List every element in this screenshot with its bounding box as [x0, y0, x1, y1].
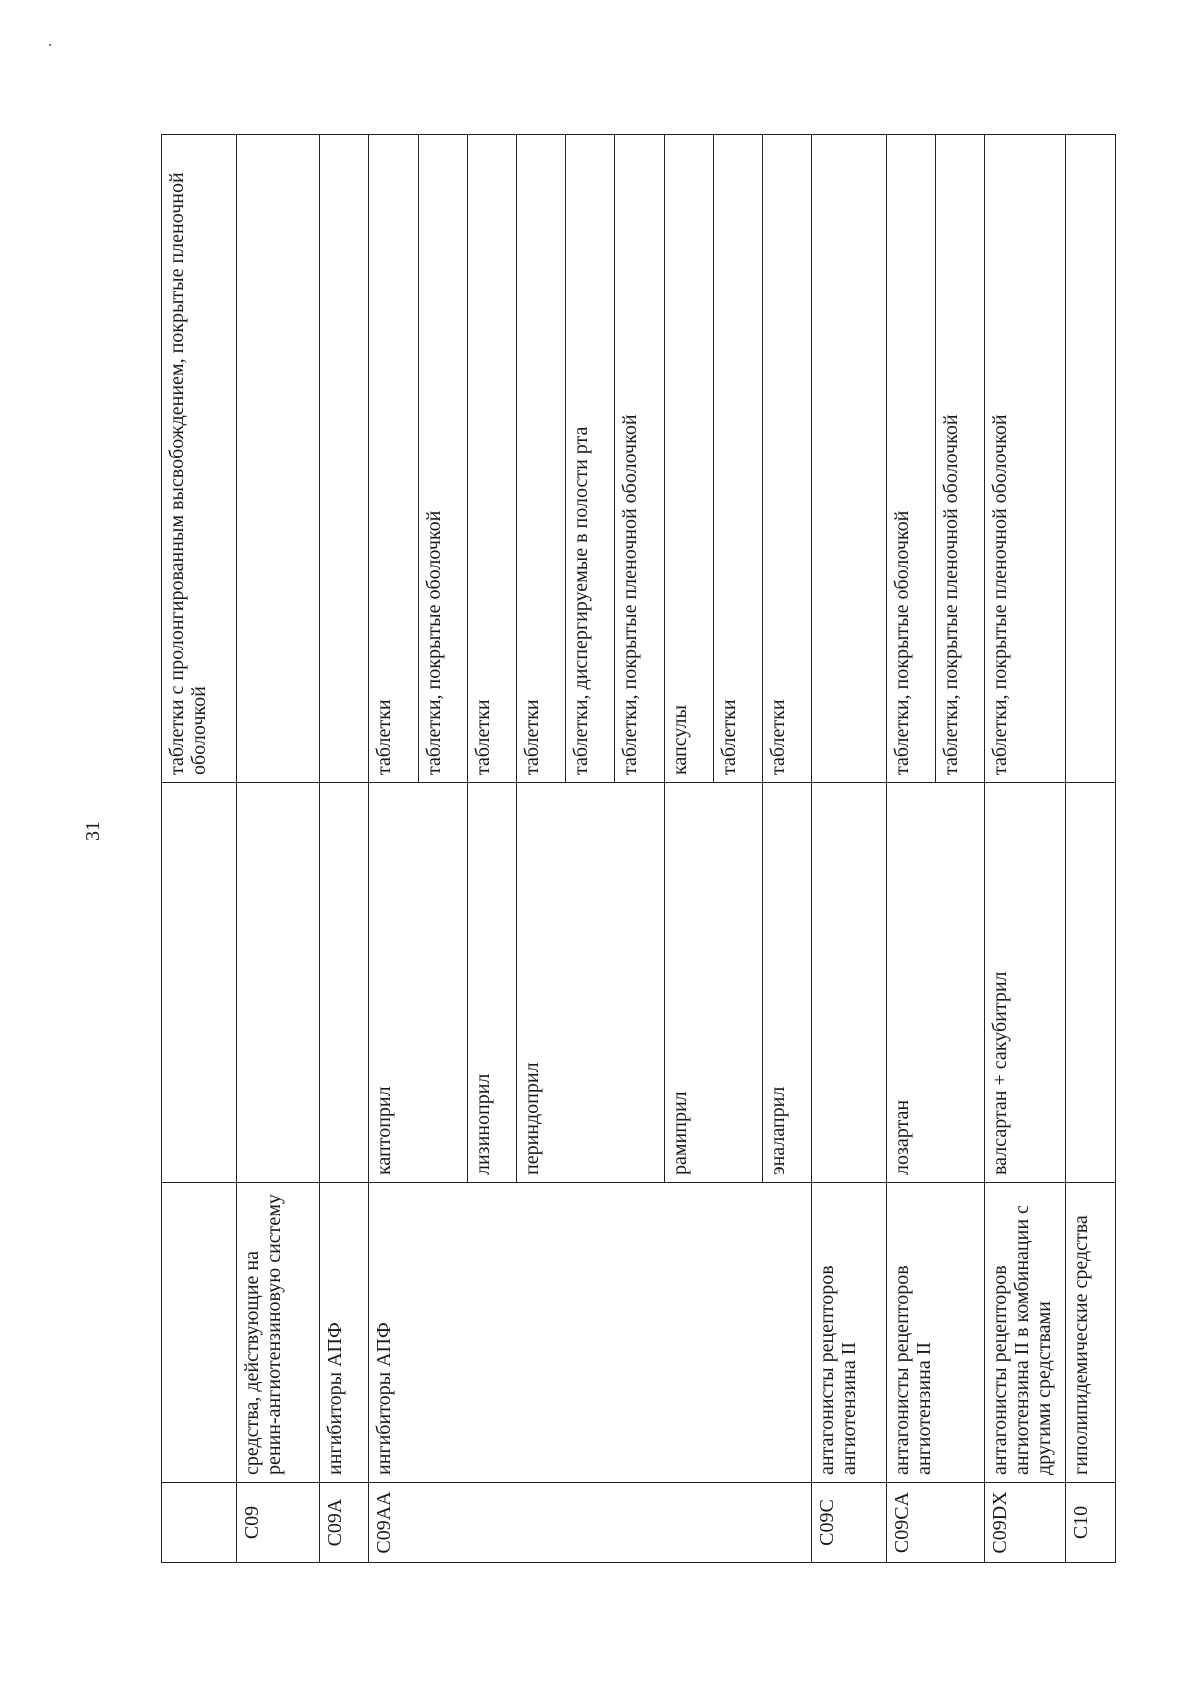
page-number: 31: [82, 821, 104, 841]
code-cell: C09AA: [369, 1483, 812, 1563]
form-cell: таблетки, покрытые оболочкой: [887, 135, 936, 783]
group-cell: антагонисты рецепторов ангиотензина II: [887, 1183, 985, 1483]
form-cell: таблетки: [369, 135, 418, 783]
table-row: [369, 135, 418, 1563]
form-cell: [812, 135, 887, 783]
inn-cell: [320, 783, 369, 1183]
inn-cell: лизиноприл: [467, 783, 516, 1183]
form-cell: капсулы: [664, 135, 713, 783]
table-row: [812, 135, 887, 1563]
inn-cell: [812, 783, 887, 1183]
table-row: [1065, 135, 1115, 1563]
form-cell: таблетки, покрытые оболочкой: [418, 135, 467, 783]
form-cell: таблетки, покрытые пленочной оболочкой: [615, 135, 664, 783]
code-cell: C09DX: [985, 1483, 1065, 1563]
inn-cell: лозартан: [887, 783, 985, 1183]
code-cell: C09: [236, 1483, 319, 1563]
stray-mark: [49, 44, 51, 46]
group-cell: ингибиторы АПФ: [320, 1183, 369, 1483]
group-cell: [162, 1183, 237, 1483]
group-cell: средства, действующие на ренин-ангиотензиновую систему: [236, 1183, 319, 1483]
code-cell: C09C: [812, 1483, 887, 1563]
inn-cell: каптоприл: [369, 783, 467, 1183]
table-row: [887, 135, 936, 1563]
inn-cell: эналаприл: [762, 783, 811, 1183]
inn-cell: [1065, 783, 1115, 1183]
group-cell: антагонисты рецепторов ангиотензина II в комбинации с другими средствами: [985, 1183, 1065, 1483]
group-cell: антагонисты рецепторов ангиотензина II: [812, 1183, 887, 1483]
inn-cell: рамиприл: [664, 783, 762, 1183]
form-cell: таблетки: [467, 135, 516, 783]
form-cell: таблетки: [713, 135, 762, 783]
inn-cell: [162, 783, 237, 1183]
inn-cell: валсартан + сакубитрил: [985, 783, 1065, 1183]
form-cell: [236, 135, 319, 783]
table-row: [320, 135, 369, 1563]
form-cell: таблетки с пролонгированным высвобождением, покрытые пленочной оболочкой: [162, 135, 237, 783]
code-cell: C09A: [320, 1483, 369, 1563]
table-row: [985, 135, 1065, 1563]
form-cell: таблетки: [517, 135, 566, 783]
form-cell: таблетки, покрытые пленочной оболочкой: [936, 135, 985, 783]
form-cell: [1065, 135, 1115, 783]
form-cell: таблетки: [762, 135, 811, 783]
drug-table-frame: [161, 135, 1116, 1563]
form-cell: [320, 135, 369, 783]
drug-table: [161, 134, 1116, 1563]
code-cell: C10: [1065, 1483, 1115, 1563]
inn-cell: [236, 783, 319, 1183]
code-cell: [162, 1483, 237, 1563]
form-cell: таблетки, покрытые пленочной оболочкой: [985, 135, 1065, 783]
table-row: [236, 135, 319, 1563]
group-cell: гиполипидемические средства: [1065, 1183, 1115, 1483]
group-cell: ингибиторы АПФ: [369, 1183, 812, 1483]
form-cell: таблетки, диспергируемые в полости рта: [566, 135, 615, 783]
table-row: [162, 135, 237, 1563]
code-cell: C09CA: [887, 1483, 985, 1563]
inn-cell: периндоприл: [517, 783, 665, 1183]
